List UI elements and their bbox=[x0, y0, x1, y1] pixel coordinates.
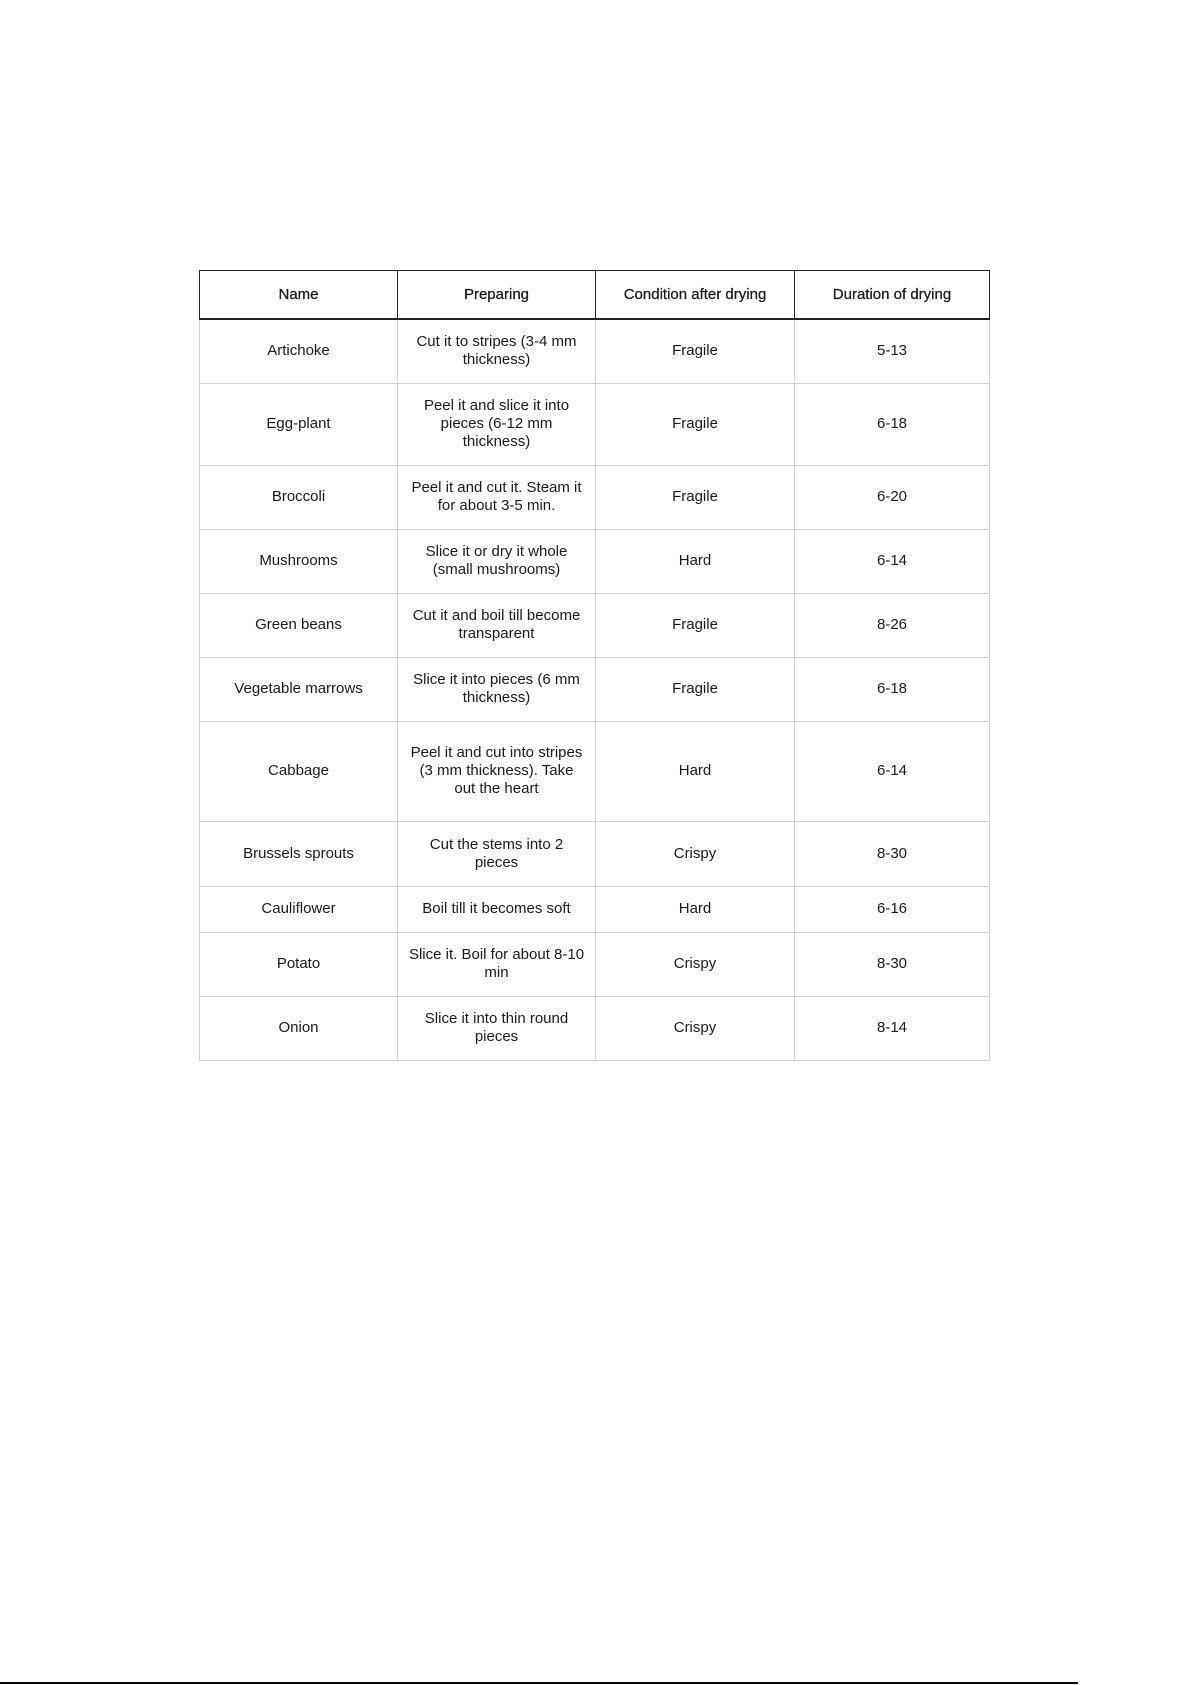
table-row bbox=[200, 529, 990, 593]
table-row bbox=[200, 319, 990, 383]
cell-preparing: Boil till it becomes soft bbox=[398, 886, 596, 932]
header-name: Name bbox=[200, 271, 398, 320]
table-row bbox=[200, 932, 990, 996]
cell-preparing: Slice it into pieces (6 mm thickness) bbox=[398, 657, 596, 721]
cell-condition: Fragile bbox=[596, 657, 795, 721]
cell-duration: 6-14 bbox=[795, 721, 990, 821]
cell-condition: Crispy bbox=[596, 821, 795, 886]
cell-name: Potato bbox=[200, 932, 398, 996]
cell-duration: 6-18 bbox=[795, 657, 990, 721]
cell-duration: 5-13 bbox=[795, 319, 990, 383]
cell-preparing: Cut the stems into 2 pieces bbox=[398, 821, 596, 886]
cell-condition: Hard bbox=[596, 721, 795, 821]
cell-condition: Crispy bbox=[596, 996, 795, 1060]
cell-name: Cauliflower bbox=[200, 886, 398, 932]
cell-preparing: Peel it and cut it. Steam it for about 3-5 min. bbox=[398, 465, 596, 529]
table-row bbox=[200, 721, 990, 821]
cell-name: Onion bbox=[200, 996, 398, 1060]
table-row bbox=[200, 383, 990, 465]
cell-preparing: Slice it into thin round pieces bbox=[398, 996, 596, 1060]
header-row bbox=[200, 271, 990, 320]
cell-name: Broccoli bbox=[200, 465, 398, 529]
header-preparing: Preparing bbox=[398, 271, 596, 320]
cell-name: Egg-plant bbox=[200, 383, 398, 465]
cell-name: Cabbage bbox=[200, 721, 398, 821]
cell-condition: Crispy bbox=[596, 932, 795, 996]
cell-duration: 8-26 bbox=[795, 593, 990, 657]
cell-name: Mushrooms bbox=[200, 529, 398, 593]
page-bottom-rule bbox=[0, 1682, 1078, 1684]
cell-preparing: Cut it to stripes (3-4 mm thickness) bbox=[398, 319, 596, 383]
table-row bbox=[200, 593, 990, 657]
header-duration: Duration of drying bbox=[795, 271, 990, 320]
cell-condition: Fragile bbox=[596, 593, 795, 657]
cell-duration: 6-20 bbox=[795, 465, 990, 529]
cell-duration: 6-18 bbox=[795, 383, 990, 465]
vegetable-drying-table bbox=[199, 270, 990, 1061]
cell-duration: 6-14 bbox=[795, 529, 990, 593]
cell-preparing: Cut it and boil till become transparent bbox=[398, 593, 596, 657]
cell-duration: 6-16 bbox=[795, 886, 990, 932]
table-header bbox=[200, 271, 990, 320]
table-row bbox=[200, 821, 990, 886]
header-condition: Condition after drying bbox=[596, 271, 795, 320]
cell-condition: Hard bbox=[596, 886, 795, 932]
table-row bbox=[200, 465, 990, 529]
table-row bbox=[200, 657, 990, 721]
table-body bbox=[200, 319, 990, 1060]
cell-name: Artichoke bbox=[200, 319, 398, 383]
table-row bbox=[200, 996, 990, 1060]
cell-preparing: Slice it. Boil for about 8-10 min bbox=[398, 932, 596, 996]
cell-preparing: Peel it and cut into stripes (3 mm thickness). Take out the heart bbox=[398, 721, 596, 821]
table-row bbox=[200, 886, 990, 932]
cell-preparing: Slice it or dry it whole (small mushrooms) bbox=[398, 529, 596, 593]
cell-condition: Fragile bbox=[596, 383, 795, 465]
cell-name: Brussels sprouts bbox=[200, 821, 398, 886]
cell-duration: 8-30 bbox=[795, 932, 990, 996]
cell-name: Vegetable marrows bbox=[200, 657, 398, 721]
cell-condition: Fragile bbox=[596, 465, 795, 529]
cell-preparing: Peel it and slice it into pieces (6-12 mm thickness) bbox=[398, 383, 596, 465]
cell-duration: 8-30 bbox=[795, 821, 990, 886]
cell-duration: 8-14 bbox=[795, 996, 990, 1060]
cell-condition: Hard bbox=[596, 529, 795, 593]
cell-condition: Fragile bbox=[596, 319, 795, 383]
cell-name: Green beans bbox=[200, 593, 398, 657]
